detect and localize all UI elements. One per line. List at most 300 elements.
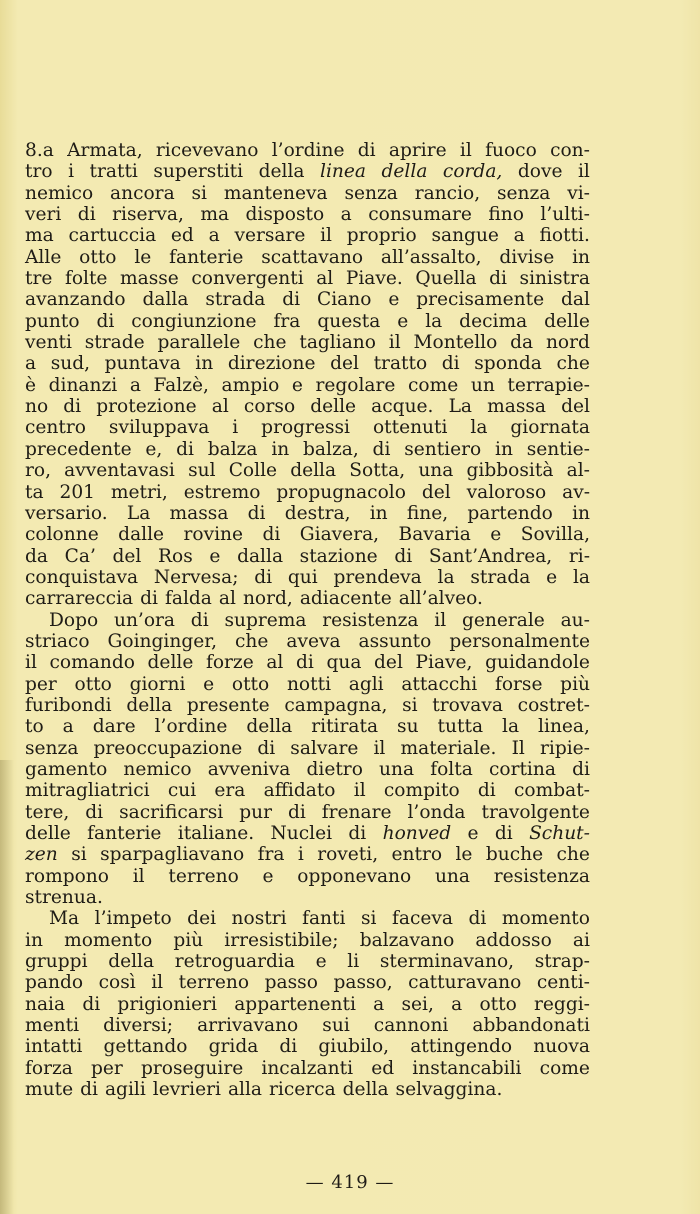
word: strada <box>470 566 531 588</box>
word: forse <box>494 673 543 695</box>
word: fanterie <box>87 823 162 844</box>
word: otto <box>79 246 117 268</box>
word: strade <box>84 332 145 354</box>
text-line <box>25 930 590 951</box>
word: come <box>408 374 459 396</box>
word: sui <box>322 1015 350 1037</box>
word: carrareccia <box>25 588 134 610</box>
word: pando <box>25 972 84 994</box>
word: forze <box>205 652 254 674</box>
word: il <box>151 972 164 994</box>
word: della <box>108 951 155 973</box>
word: ricerca <box>269 1079 336 1101</box>
word: personalmente <box>449 630 590 652</box>
text-line <box>25 759 590 780</box>
word: versare <box>234 225 306 247</box>
word: il <box>320 225 333 247</box>
word: fino <box>488 204 524 226</box>
word: di <box>96 310 115 332</box>
word: e <box>467 823 479 844</box>
word: della <box>246 716 293 738</box>
word: dalle <box>118 524 165 546</box>
word: qua <box>326 652 362 674</box>
word: fra <box>257 844 285 866</box>
word: gamento <box>25 758 108 780</box>
word: mitragliatrici <box>25 780 150 802</box>
word: Goinginger, <box>107 630 217 652</box>
word: si <box>71 844 87 866</box>
word: prendeva <box>333 566 422 588</box>
word: da <box>510 332 534 354</box>
word: nord, <box>242 588 293 610</box>
word: sud, <box>50 353 91 375</box>
text-line <box>25 183 590 204</box>
word: il <box>373 737 386 759</box>
word: centro <box>25 417 86 439</box>
word: e <box>315 951 327 973</box>
word: compito <box>383 780 460 802</box>
word: di <box>80 1079 98 1101</box>
word: guidandole <box>485 652 590 674</box>
word: centi- <box>536 972 590 994</box>
word: congiunzione <box>131 310 257 332</box>
word: si <box>402 694 418 716</box>
word: delle <box>147 652 194 674</box>
word: che <box>556 353 590 375</box>
word: furibondi <box>25 694 112 716</box>
word: to <box>25 716 44 738</box>
word: ri- <box>568 545 590 567</box>
word: tratto <box>373 353 428 375</box>
word: a <box>513 225 525 247</box>
word: Il <box>511 737 525 759</box>
word: si <box>360 908 377 930</box>
word: balza <box>207 438 258 460</box>
word: il <box>25 652 37 674</box>
word: del <box>561 396 590 418</box>
page-number: — 419 — <box>305 1172 395 1193</box>
word: Alle <box>25 246 62 268</box>
word: l’ordine <box>154 716 228 738</box>
word: opponevano <box>297 865 412 887</box>
word: presente <box>186 694 270 716</box>
word: di <box>254 566 273 588</box>
word: in <box>572 246 590 268</box>
word: di <box>82 993 101 1015</box>
text-line <box>25 631 590 652</box>
word: per <box>91 1057 123 1079</box>
word: attingendo <box>410 1036 513 1058</box>
word: rovine <box>183 524 244 546</box>
text-line <box>25 311 590 332</box>
word: e <box>490 524 502 546</box>
word: stazione <box>299 545 378 567</box>
word: 8.a <box>25 140 54 161</box>
text-line <box>25 695 590 716</box>
word: proprio <box>346 225 417 247</box>
word: ro, <box>25 460 51 482</box>
word: ma <box>200 204 230 226</box>
word: Ciano <box>316 289 372 311</box>
word: terreno <box>168 865 239 887</box>
word: al <box>218 588 236 610</box>
word: acque. <box>371 396 434 418</box>
word: più <box>173 929 204 951</box>
word: metri, <box>110 481 168 503</box>
word: resistenza <box>322 609 419 631</box>
word: corso <box>243 396 296 418</box>
word: La <box>448 396 473 418</box>
word: Giavera, <box>299 524 380 546</box>
word: Piave, <box>415 652 473 674</box>
word: della <box>126 694 173 716</box>
word: sacrificarsi <box>119 801 224 823</box>
word: masse <box>120 268 179 290</box>
word: progressi <box>261 417 350 439</box>
text-line <box>25 1036 590 1057</box>
word: materiale. <box>400 737 497 759</box>
word: ed <box>371 1057 395 1079</box>
word: tratti <box>89 161 138 183</box>
body-text <box>25 140 590 1100</box>
word: entro <box>391 844 443 866</box>
word: au- <box>560 609 590 631</box>
word: un’ora <box>113 609 176 631</box>
word: al <box>316 268 334 290</box>
word: di <box>257 737 276 759</box>
word: giornata <box>510 417 590 439</box>
word: catturavano <box>408 972 522 994</box>
word: Dopo <box>49 609 99 631</box>
word: pur <box>239 801 272 823</box>
word: notti <box>286 673 332 695</box>
word: alla <box>227 1079 263 1101</box>
word: e <box>388 289 400 311</box>
word: senza <box>25 737 79 759</box>
word: sinistra <box>519 268 590 290</box>
word: di <box>282 289 301 311</box>
word: rancio, <box>414 182 481 204</box>
word: mute <box>25 1079 74 1101</box>
text-line <box>25 524 590 545</box>
word: di <box>394 545 413 567</box>
word: il <box>434 609 447 631</box>
word: di <box>468 908 487 930</box>
word: Falzè, <box>153 374 209 396</box>
word: la <box>437 566 455 588</box>
word: valoroso <box>466 481 547 503</box>
word: decima <box>459 310 528 332</box>
word: adiacente <box>299 588 392 610</box>
word: di <box>477 780 496 802</box>
text-line <box>25 332 590 353</box>
word: sparpagliavano <box>100 844 245 866</box>
word: del <box>112 545 142 567</box>
text-line <box>25 674 590 695</box>
word: conquistava <box>25 566 139 588</box>
word: precedente <box>25 438 132 460</box>
word: Sotta, <box>349 460 406 482</box>
word: a <box>25 353 37 375</box>
text-line <box>25 247 590 268</box>
word: assunto <box>358 630 432 652</box>
word: del <box>421 481 451 503</box>
word: abbandonati <box>472 1015 590 1037</box>
word: selvaggina. <box>395 1079 503 1101</box>
word: resistenza <box>493 865 590 887</box>
word: scattavano <box>261 246 364 268</box>
word: cortina <box>488 758 556 780</box>
word: di <box>357 140 376 161</box>
word: arrivavano <box>197 1015 299 1037</box>
word: combat- <box>513 780 590 802</box>
word: dare <box>92 716 136 738</box>
word: precisamente <box>416 289 545 311</box>
word: per <box>25 673 57 695</box>
word: sterminavano, <box>379 951 515 973</box>
text-line <box>25 908 590 929</box>
word: dove <box>517 161 563 183</box>
word: avveniva <box>207 758 291 780</box>
word: Ma <box>49 908 80 930</box>
word: estremo <box>183 481 261 503</box>
word: agili <box>104 1079 146 1101</box>
word: terrapie- <box>507 374 590 396</box>
word: di <box>441 353 460 375</box>
word: dietro <box>306 758 363 780</box>
word: strap- <box>534 951 590 973</box>
text-line <box>25 738 590 759</box>
word: folte <box>64 268 108 290</box>
word: ripie- <box>539 737 590 759</box>
word: costret- <box>517 694 590 716</box>
word: di <box>262 524 281 546</box>
word: divise <box>499 246 555 268</box>
word: si <box>191 182 208 204</box>
word: otto <box>74 673 112 695</box>
word: prigionieri <box>117 993 217 1015</box>
word: con- <box>550 140 590 161</box>
word: sangue <box>431 225 499 247</box>
word: un <box>470 374 495 396</box>
word: comando <box>49 652 135 674</box>
word: naia <box>25 993 66 1015</box>
word: dinanzi <box>48 374 118 396</box>
word: faceva <box>392 908 453 930</box>
word: diversi; <box>103 1015 174 1037</box>
text-line <box>25 417 590 438</box>
word: della <box>381 161 428 183</box>
word: superstiti <box>153 161 244 183</box>
word: di <box>295 652 314 674</box>
word: li <box>347 951 360 973</box>
word: intatti <box>25 1036 83 1058</box>
word: campagna, <box>284 694 388 716</box>
word: falda <box>164 588 212 610</box>
word: al- <box>566 460 590 482</box>
word: 201 <box>59 481 95 503</box>
word: al <box>211 396 229 418</box>
word: Ros <box>158 545 193 567</box>
word: momento <box>501 908 590 930</box>
word: il <box>132 865 145 887</box>
word: della <box>258 161 305 183</box>
word: il <box>388 332 401 354</box>
word: otto <box>231 673 270 695</box>
word: Nervesa; <box>153 566 239 588</box>
word: che <box>234 630 269 652</box>
text-line <box>25 994 590 1015</box>
word: frenare <box>321 801 392 823</box>
text-line <box>25 1058 590 1079</box>
word: dalla <box>237 545 284 567</box>
text-line <box>25 610 590 631</box>
word: aprire <box>388 140 447 161</box>
word: forza <box>25 1057 73 1079</box>
word: rompono <box>25 865 109 887</box>
word: aveva <box>286 630 341 652</box>
word: Montello <box>413 332 498 354</box>
word: i <box>297 844 304 866</box>
word: di <box>77 204 96 226</box>
word: cartuccia <box>68 225 157 247</box>
word: otto <box>479 993 517 1015</box>
word: manteneva <box>223 182 328 204</box>
word: veri <box>25 204 62 226</box>
word: a <box>129 374 141 396</box>
word: i <box>232 417 239 439</box>
word: e <box>291 374 303 396</box>
word: destra, <box>284 502 351 524</box>
word: Piave. <box>345 268 403 290</box>
word: La <box>126 502 151 524</box>
word: una <box>434 865 470 887</box>
word: incalzanti <box>261 1057 354 1079</box>
word: in <box>271 438 290 460</box>
word: linea <box>320 161 366 183</box>
text-line <box>25 289 590 310</box>
word: all’assalto, <box>380 246 482 268</box>
word: una <box>379 758 415 780</box>
word: Quella <box>415 268 477 290</box>
word: di <box>348 823 367 844</box>
text-line <box>25 546 590 567</box>
word: di <box>176 438 194 460</box>
word: ed <box>170 225 194 247</box>
word: irresistibile; <box>224 929 339 951</box>
word: e, <box>145 438 163 460</box>
word: e <box>397 310 409 332</box>
word: reggi- <box>534 993 590 1015</box>
word: passo <box>264 972 318 994</box>
word: così <box>98 972 136 994</box>
text-line <box>25 161 590 182</box>
word: cannoni <box>373 1015 449 1037</box>
word: in <box>495 438 513 460</box>
word: folta <box>430 758 473 780</box>
word: fanti <box>302 908 346 930</box>
text-line <box>25 972 590 993</box>
word: ricevevano <box>155 140 259 161</box>
word: roveti, <box>317 844 379 866</box>
text-line <box>25 844 590 865</box>
word: di <box>494 823 513 844</box>
word: avanzando <box>25 289 126 311</box>
word: di <box>140 588 158 610</box>
word: del <box>330 353 359 375</box>
word: preoccupazione <box>93 737 243 759</box>
word: che <box>253 332 287 354</box>
word: in <box>195 353 214 375</box>
text-line <box>25 887 590 908</box>
word: il <box>459 140 472 161</box>
word: sentiero <box>404 438 482 460</box>
word: la <box>572 566 590 588</box>
word: generale <box>461 609 545 631</box>
word: a <box>373 993 385 1015</box>
word: e <box>262 865 274 887</box>
word: il <box>577 161 590 183</box>
word: sei, <box>401 993 434 1015</box>
word: sentie- <box>526 438 590 460</box>
word: sviluppava <box>108 417 210 439</box>
word: tere, <box>25 801 70 823</box>
text-line <box>25 866 590 887</box>
word: nord <box>545 332 590 354</box>
word: Armata, <box>67 140 143 161</box>
word: che <box>556 844 590 866</box>
word: dal <box>560 289 590 311</box>
word: di <box>63 396 82 418</box>
word: della <box>290 460 337 482</box>
word: nemico <box>123 758 192 780</box>
word: honved <box>382 823 452 844</box>
word: addosso <box>475 929 552 951</box>
text-line <box>25 482 590 503</box>
word: versario. <box>25 502 108 524</box>
word: affidato <box>263 780 336 802</box>
word: regolare <box>315 374 396 396</box>
word: su <box>397 716 419 738</box>
word: senza <box>344 182 398 204</box>
word: momento <box>64 929 153 951</box>
word: no <box>25 396 49 418</box>
word: le <box>134 246 152 268</box>
word: di <box>85 801 104 823</box>
word: nuova <box>533 1036 590 1058</box>
word: punto <box>25 310 80 332</box>
word: tagliano <box>299 332 376 354</box>
text-line <box>25 780 590 801</box>
word: il <box>353 780 366 802</box>
text-line <box>25 375 590 396</box>
word: Colle <box>228 460 278 482</box>
word: la <box>502 716 520 738</box>
word: a <box>62 716 74 738</box>
word: giorni <box>129 673 186 695</box>
word: in <box>369 502 388 524</box>
text-line <box>25 396 590 417</box>
word: ottenuti <box>372 417 448 439</box>
word: terreno <box>178 972 250 994</box>
text-line <box>25 460 590 481</box>
word: Nuclei <box>270 823 333 844</box>
word: la <box>425 310 443 332</box>
word: fuoco <box>485 140 537 161</box>
word: e <box>203 673 215 695</box>
word: partendo <box>467 502 553 524</box>
word: le <box>455 844 473 866</box>
